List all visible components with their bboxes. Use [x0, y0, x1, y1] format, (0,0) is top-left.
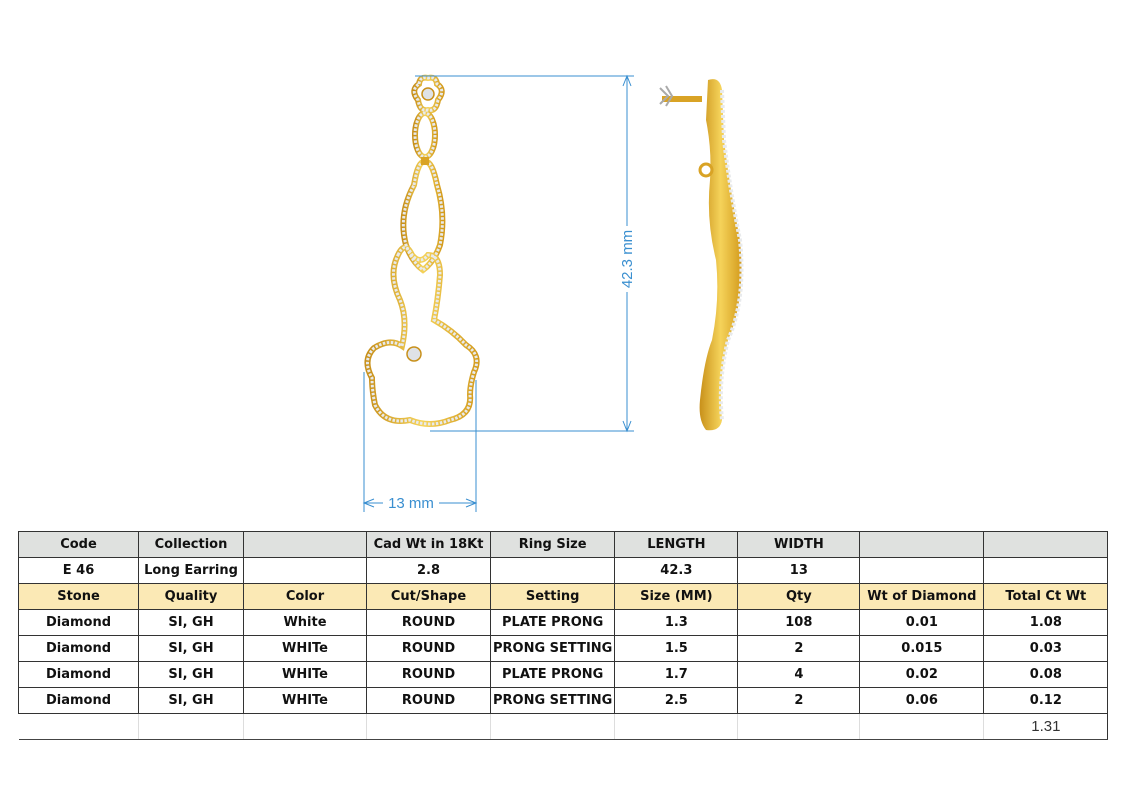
table-cell: 1.7: [615, 662, 738, 688]
table-cell: 1.3: [615, 610, 738, 636]
table-cell: 13: [738, 558, 860, 584]
table-row: [19, 688, 1108, 714]
table-cell: PRONG SETTING: [491, 636, 615, 662]
table-row: [19, 636, 1108, 662]
table-cell: Qty: [738, 584, 860, 610]
table-cell: White: [244, 610, 367, 636]
table-cell: 4: [738, 662, 860, 688]
table-cell: [244, 714, 367, 740]
table-cell: ROUND: [367, 636, 491, 662]
stone-header-row: [19, 584, 1108, 610]
table-cell: [860, 558, 984, 584]
table-cell: 0.015: [860, 636, 984, 662]
table-cell: SI, GH: [139, 636, 244, 662]
info-row: [19, 558, 1108, 584]
table-cell: 2.8: [367, 558, 491, 584]
table-cell: ROUND: [367, 662, 491, 688]
table-cell: [491, 714, 615, 740]
table-cell: Diamond: [19, 636, 139, 662]
table-cell: Size (MM): [615, 584, 738, 610]
table-cell: Total Ct Wt: [984, 584, 1108, 610]
table-cell: Stone: [19, 584, 139, 610]
table-cell: ROUND: [367, 610, 491, 636]
header-row: [19, 532, 1108, 558]
table-cell: [491, 558, 615, 584]
table-cell: 0.12: [984, 688, 1108, 714]
table-cell: [984, 558, 1108, 584]
table-cell: Collection: [139, 532, 244, 558]
table-cell: Long Earring: [139, 558, 244, 584]
table-cell: WHITe: [244, 662, 367, 688]
table-cell: E 46: [19, 558, 139, 584]
table-cell: Wt of Diamond: [860, 584, 984, 610]
table-cell: PRONG SETTING: [491, 688, 615, 714]
table-cell: [984, 532, 1108, 558]
earring-front-view: [367, 78, 476, 424]
table-cell: 1.08: [984, 610, 1108, 636]
table-cell: 2.5: [615, 688, 738, 714]
width-dimension-label: 13 mm: [388, 495, 434, 512]
table-cell: Ring Size: [491, 532, 615, 558]
table-cell: WIDTH: [738, 532, 860, 558]
table-cell: Setting: [491, 584, 615, 610]
table-cell: 0.02: [860, 662, 984, 688]
earring-side-view: [660, 79, 742, 430]
table-cell: PLATE PRONG: [491, 662, 615, 688]
table-cell: Diamond: [19, 610, 139, 636]
table-cell: SI, GH: [139, 688, 244, 714]
table-cell: PLATE PRONG: [491, 610, 615, 636]
table-cell: SI, GH: [139, 610, 244, 636]
table-cell: [139, 714, 244, 740]
table-row: [19, 662, 1108, 688]
table-cell: Cut/Shape: [367, 584, 491, 610]
table-cell: 108: [738, 610, 860, 636]
table-cell: 0.08: [984, 662, 1108, 688]
table-cell: 0.03: [984, 636, 1108, 662]
table-cell: [738, 714, 860, 740]
table-cell: [244, 558, 367, 584]
table-cell: 0.06: [860, 688, 984, 714]
table-cell: 42.3: [615, 558, 738, 584]
table-cell: [615, 714, 738, 740]
table-cell: WHITe: [244, 688, 367, 714]
table-cell: SI, GH: [139, 662, 244, 688]
table-cell: Color: [244, 584, 367, 610]
table-cell: [860, 532, 984, 558]
table-cell: Cad Wt in 18Kt: [367, 532, 491, 558]
table-cell: Quality: [139, 584, 244, 610]
table-cell: [244, 532, 367, 558]
table-cell: LENGTH: [615, 532, 738, 558]
dimension-lines: [364, 76, 634, 512]
length-dimension-label: 42.3 mm: [619, 229, 636, 289]
table-cell: WHITe: [244, 636, 367, 662]
table-cell: 2: [738, 636, 860, 662]
spec-table: [18, 531, 1108, 740]
table-cell: Diamond: [19, 688, 139, 714]
table-row: [19, 610, 1108, 636]
total-row: [19, 714, 1108, 740]
table-cell: [19, 714, 139, 740]
table-cell: Diamond: [19, 662, 139, 688]
table-cell: Code: [19, 532, 139, 558]
total-ct-wt: 1.31: [984, 714, 1108, 740]
table-cell: ROUND: [367, 688, 491, 714]
table-cell: [860, 714, 984, 740]
table-cell: 2: [738, 688, 860, 714]
table-cell: 1.5: [615, 636, 738, 662]
table-cell: [367, 714, 491, 740]
table-cell: 0.01: [860, 610, 984, 636]
